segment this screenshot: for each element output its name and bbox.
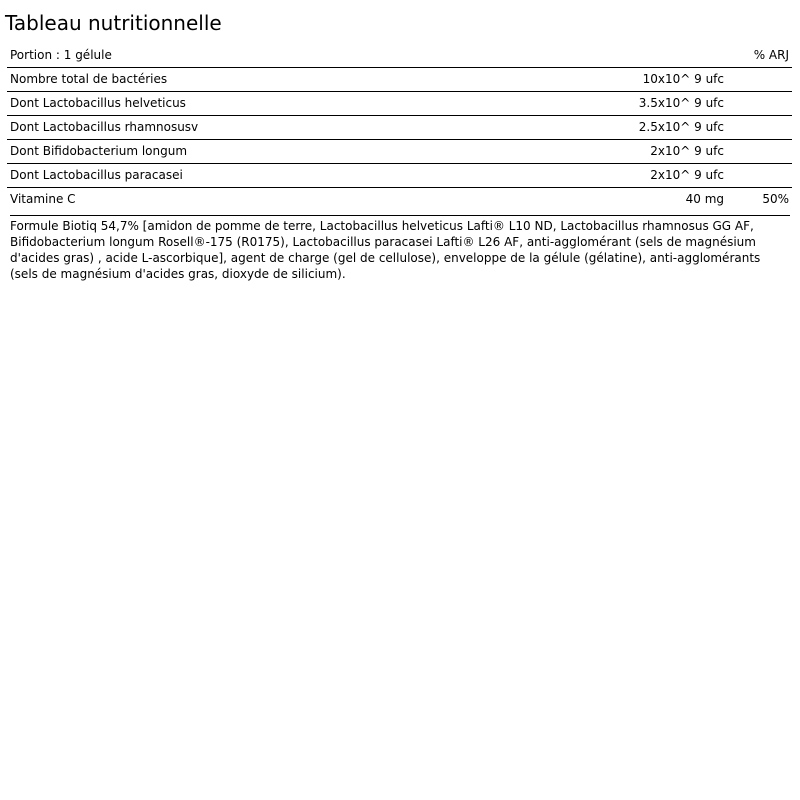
table-row [7, 68, 792, 92]
table-row [7, 116, 792, 140]
nutrient-pct [736, 140, 792, 164]
nutrient-name: Dont Lactobacillus rhamnosusv [7, 116, 541, 140]
nutrient-name: Dont Lactobacillus paracasei [7, 164, 541, 188]
nutrient-amount: 2x10^ 9 ufc [541, 164, 736, 188]
table-row [7, 140, 792, 164]
ingredients-text: Formule Biotiq 54,7% [amidon de pomme de terre, Lactobacillus helveticus Lafti® L10 ND, Lactobacillus rhamnosus GG AF, Bifidobacterium longum Rosell®-175 (R0175), Lactobacillus paracasei Lafti® L26 AF, anti-agglomérant (sels de magnésium d'acides gras) , acide L-ascorbique], agent de charge (gel de cellulose), enveloppe de la gélule (gélatine), anti-agglomérants (sels de magnésium d'acides gras, dioxyde de silicium). [10, 215, 790, 282]
nutrient-amount: 10x10^ 9 ufc [541, 68, 736, 92]
nutrient-name: Vitamine C [7, 188, 541, 212]
page-title: Tableau nutritionnelle [5, 11, 222, 35]
nutrient-pct [736, 164, 792, 188]
table-row [7, 92, 792, 116]
portion-label: Portion : 1 gélule [10, 48, 112, 62]
nutrient-name: Dont Lactobacillus helveticus [7, 92, 541, 116]
nutrient-pct [736, 116, 792, 140]
table-row [7, 164, 792, 188]
pct-header: % ARJ [753, 48, 789, 62]
nutrient-pct [736, 92, 792, 116]
nutrient-pct: 50% [736, 188, 792, 212]
nutrition-table [7, 44, 792, 211]
nutrient-name: Nombre total de bactéries [7, 68, 541, 92]
nutrient-pct [736, 68, 792, 92]
table-row [7, 188, 792, 212]
nutrient-amount: 2x10^ 9 ufc [541, 140, 736, 164]
table-header-row [7, 44, 792, 68]
amount-header [541, 44, 736, 68]
nutrient-name: Dont Bifidobacterium longum [7, 140, 541, 164]
nutrient-amount: 3.5x10^ 9 ufc [541, 92, 736, 116]
nutrient-amount: 2.5x10^ 9 ufc [541, 116, 736, 140]
nutrient-amount: 40 mg [541, 188, 736, 212]
